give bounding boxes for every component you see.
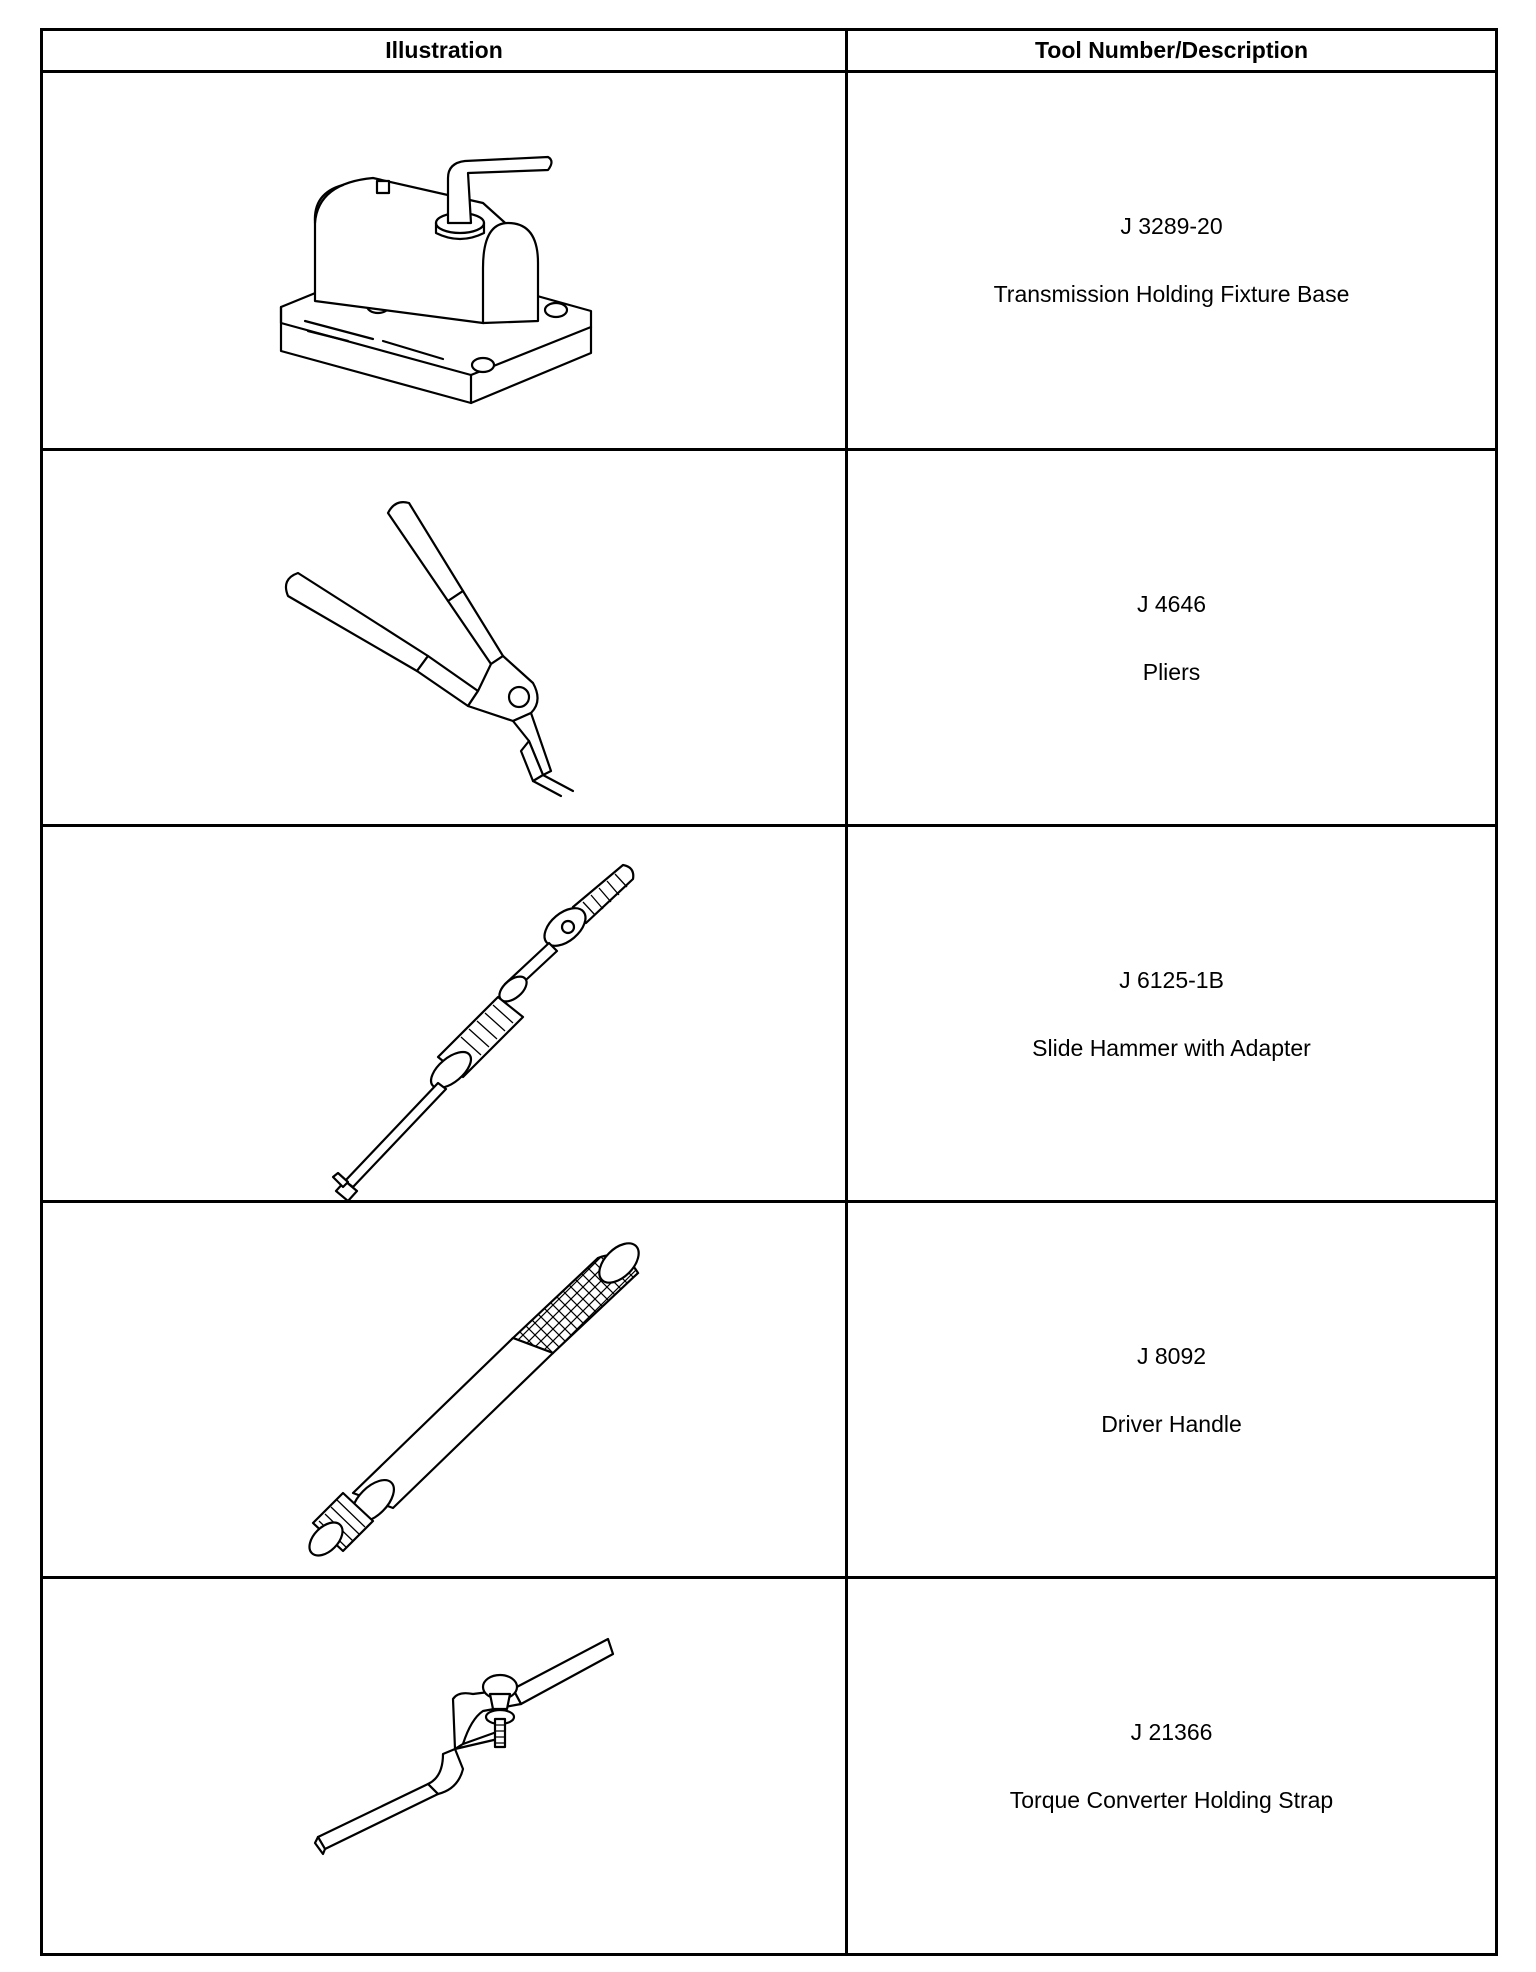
tool-description: Pliers [1142,659,1201,685]
holding-strap-icon [43,1579,845,1953]
tool-description-cell [848,451,1495,824]
tool-number: J 6125-1B [1119,967,1224,993]
illustration-cell [43,73,845,448]
tool-description-cell [848,827,1495,1200]
illustration-cell [43,1203,845,1576]
table-row [43,73,1495,448]
driver-handle-icon [43,1203,845,1576]
table-row [43,451,1495,824]
tool-description: Slide Hammer with Adapter [1032,1035,1311,1061]
table-row [43,1203,1495,1576]
slide-hammer-icon [43,827,845,1200]
illustration-cell [43,1579,845,1953]
table-row [43,1579,1495,1953]
tool-description: Torque Converter Holding Strap [1009,1787,1334,1813]
illustration-cell [43,827,845,1200]
tool-number: J 4646 [1136,591,1207,617]
tool-description-cell [848,1579,1495,1953]
tool-number: J 21366 [1130,1719,1213,1745]
header-tool-number-description: Tool Number/Description [1034,37,1309,63]
pliers-icon [43,451,845,824]
tool-number: J 3289-20 [1120,213,1223,239]
tool-description: Transmission Holding Fixture Base [993,281,1350,307]
holding-fixture-base-icon [43,73,845,448]
tool-description-cell [848,73,1495,448]
tool-description-cell [848,1203,1495,1576]
tool-description: Driver Handle [1101,1411,1242,1437]
tool-number: J 8092 [1136,1343,1207,1369]
header-illustration: Illustration [385,37,503,63]
illustration-cell [43,451,845,824]
special-tools-table [40,28,1498,1956]
table-row [43,827,1495,1200]
table-header-row [43,31,1495,73]
